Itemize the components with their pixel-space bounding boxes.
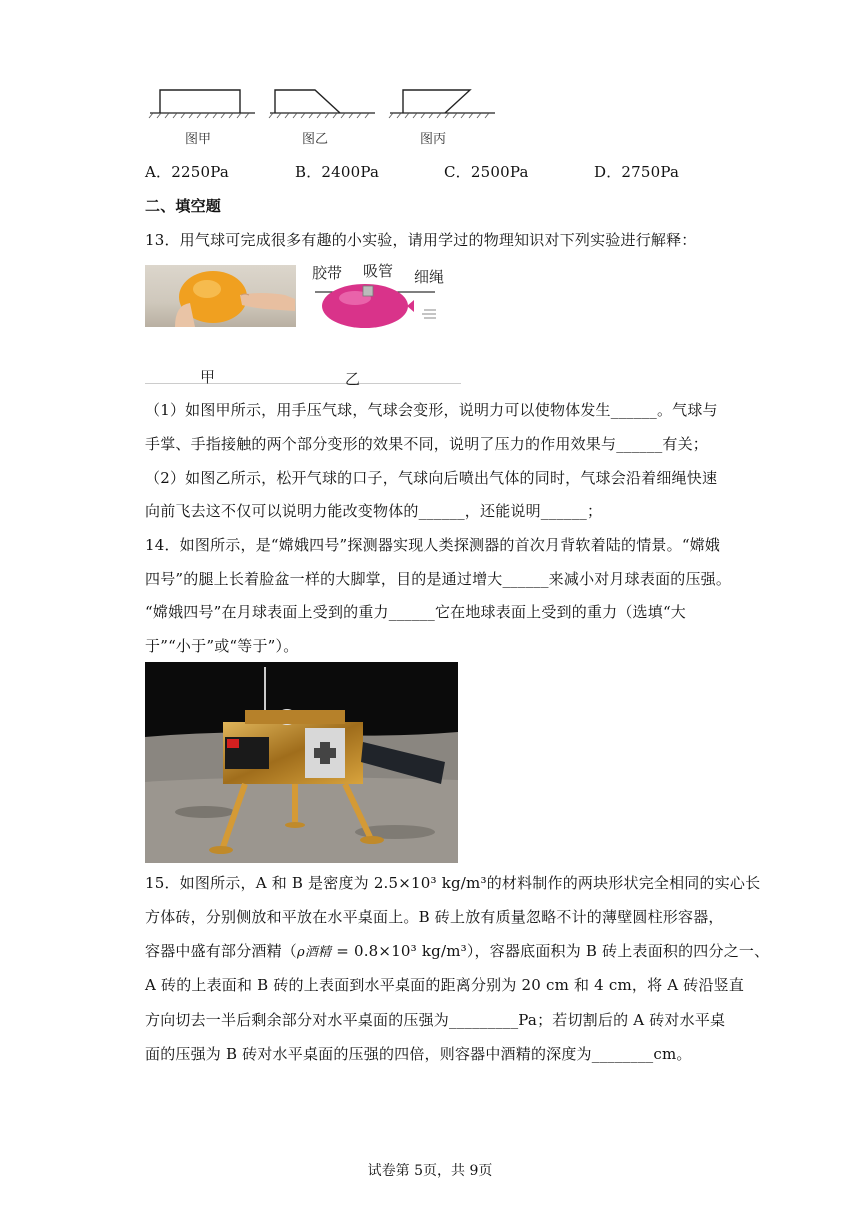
fig12-label-yi: 图乙 — [302, 132, 329, 147]
q15-line4: A 砖的上表面和 B 砖的上表面到水平桌面的距离分别为 20 cm 和 4 cm，将 A 砖沿竖直 — [145, 976, 745, 994]
option-b: B．2400Pa — [295, 163, 380, 181]
balloon-label-tape: 胶带 — [312, 264, 343, 282]
q15-line2: 方体砖，分别侧放和平放在水平桌面上。B 砖上放有质量忽略不计的薄壁圆柱形容器， — [145, 908, 724, 926]
q15-line6: 面的压强为 B 砖对水平桌面的压强的四倍，则容器中酒精的深度为________cm。 — [145, 1045, 692, 1063]
q14-line3: “嫦娥四号”在月球表面上受到的重力______它在地球表面上受到的重力（选填“大 — [145, 603, 687, 621]
balloon-photo-jia — [145, 265, 296, 327]
q15-line1: 15．如图所示，A 和 B 是密度为 2.5×10³ kg/m³的材料制作的两块形状完全相同的实心长 — [145, 874, 761, 892]
fig12-label-jia: 图甲 — [185, 132, 212, 147]
q13-label-yi: 乙 — [345, 370, 361, 388]
q13-figure-divider — [145, 383, 461, 384]
q14-line1: 14．如图所示，是“嫦娥四号”探测器实现人类探测器的首次月背软着陆的情景。“嫦娥 — [145, 536, 721, 554]
q13-part1-line1: （1）如图甲所示，用手压气球，气球会变形，说明力可以使物体发生______。气球与 — [145, 401, 718, 419]
q13-part2-line2: 向前飞去这不仅可以说明力能改变物体的______，还能说明______； — [145, 502, 603, 520]
option-c: C．2500Pa — [444, 163, 529, 181]
q15-line5: 方向切去一半后剩余部分对水平桌面的压强为_________Pa；若切割后的 A 砖对水平桌 — [145, 1011, 726, 1029]
option-d: D．2750Pa — [594, 163, 680, 181]
option-a: A．2250Pa — [145, 163, 229, 181]
page-footer: 试卷第 5页，共 9页 — [367, 1163, 493, 1179]
balloon-label-rope: 细绳 — [414, 268, 445, 286]
q15-line3-start: 容器中盛有部分酒精（ — [145, 942, 298, 960]
balloon-label-straw: 吸管 — [363, 262, 394, 280]
q14-line2: 四号”的腿上长着脸盆一样的大脚掌，目的是通过增大______来减小对月球表面的压强。 — [145, 570, 732, 588]
q13-part2-line1: （2）如图乙所示，松开气球的口子，气球向后喷出气体的同时，气球会沿着细绳快速 — [145, 469, 718, 487]
fig12-label-bing: 图丙 — [420, 132, 447, 147]
q15-line3 — [145, 941, 769, 963]
q13-label-jia: 甲 — [200, 368, 216, 386]
q14-line4: 于”“小于”或“等于”）。 — [145, 637, 299, 655]
q15-line3-end: = 0.8×10³ kg/m³），容器底面积为 B 砖上表面积的四分之一、 — [331, 942, 770, 960]
q13-stem: 13．用气球可完成很多有趣的小实验，请用学过的物理知识对下列实验进行解释： — [145, 231, 697, 249]
lunar-lander-photo — [145, 662, 458, 863]
section-title: 二、填空题 — [145, 197, 222, 215]
rho-alcohol-symbol: ρ酒精 — [297, 945, 332, 960]
q13-part1-line2: 手掌、手指接触的两个部分变形的效果不同，说明了压力的作用效果与______有关； — [145, 435, 709, 453]
